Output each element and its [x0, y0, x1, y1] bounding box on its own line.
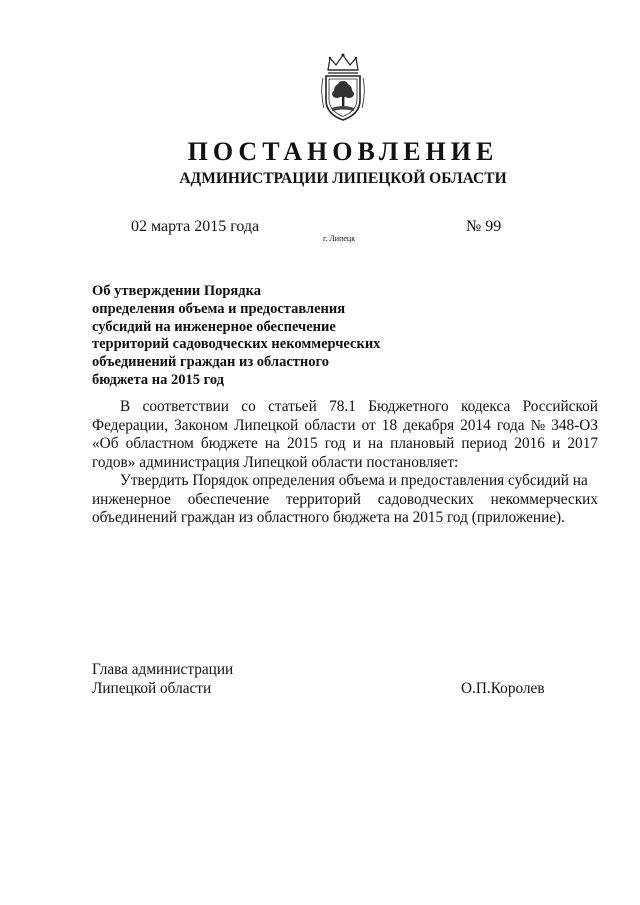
body-line [92, 491, 598, 510]
body-word: инженерное [92, 490, 171, 508]
body-word: 2014 [460, 416, 491, 434]
body-word: статьей [268, 398, 317, 415]
heading-line: определения объема и предоставления [92, 300, 346, 317]
body-word: кодекса [460, 398, 511, 415]
body-word: 348-ОЗ [551, 416, 598, 434]
body-word: Российской [522, 398, 598, 415]
body-word: и [352, 435, 361, 452]
body-word: на [368, 435, 384, 452]
body-word: 2015 [287, 435, 318, 452]
body-word: 2017 [567, 435, 598, 452]
body-word: со [241, 398, 256, 415]
body-word: территорий [285, 490, 361, 508]
body-word: садоводческих [377, 490, 474, 508]
document-body [92, 398, 598, 528]
body-line [92, 398, 598, 417]
body-word: года [496, 416, 525, 434]
body-word: декабря [403, 416, 455, 434]
body-word: обеспечение [187, 490, 270, 508]
body-word: Законом [174, 416, 229, 434]
signatory-title-line: Липецкой области [92, 679, 212, 697]
body-word: Бюджетного [368, 398, 449, 415]
body-word: 78.1 [329, 398, 356, 415]
signatory-title-line: Глава администрации [92, 661, 234, 678]
body-line: Утвердить Порядок определения объема и предоставления субсидий на [120, 472, 588, 489]
heading-line: Об утверждении Порядка [92, 283, 261, 299]
body-word: Липецкой [234, 416, 299, 434]
signatory-name: О.П.Королев [461, 680, 545, 697]
document-number: № 99 [466, 218, 502, 235]
body-word: некоммерческих [490, 490, 598, 508]
document-date: 02 марта 2015 года [131, 218, 260, 235]
body-word: «Об [92, 435, 119, 452]
heading-line: субсидий на инженерное обеспечение [92, 318, 336, 335]
body-word: соответствии [142, 398, 229, 415]
body-word: бюджете [200, 435, 258, 452]
body-word: плановый [390, 435, 455, 452]
body-word: В [120, 398, 131, 415]
signatory-title [92, 661, 233, 698]
document-issuer: АДМИНИСТРАЦИИ ЛИПЕЦКОЙ ОБЛАСТИ [179, 170, 507, 187]
body-line [92, 435, 598, 454]
document-title: ПОСТАНОВЛЕНИЕ [187, 137, 499, 166]
body-word: и [552, 435, 561, 452]
body-word: 2016 [514, 435, 545, 452]
body-line: годов» администрация Липецкой области постановляет: [92, 453, 459, 471]
body-word: Федерации, [92, 416, 169, 434]
body-word: области [304, 416, 356, 434]
body-word: 18 [381, 416, 398, 434]
lipetsk-coat-of-arms-icon [318, 52, 368, 122]
heading-line: территорий садоводческих некоммерческих [92, 336, 381, 353]
body-word: областном [125, 435, 194, 452]
body-word: на [264, 435, 280, 452]
body-line [92, 417, 598, 436]
body-word: период [461, 435, 508, 452]
body-word: от [361, 416, 376, 434]
document-heading [92, 283, 422, 390]
body-word: № [530, 416, 546, 434]
document-city: г. Липецк [323, 234, 356, 243]
heading-line: объединений граждан из областного [92, 354, 329, 371]
body-word: год [324, 435, 346, 452]
body-line: объединений граждан из областного бюджета на 2015 год (приложение). [92, 509, 565, 526]
heading-line: бюджета на 2015 год [92, 371, 225, 388]
